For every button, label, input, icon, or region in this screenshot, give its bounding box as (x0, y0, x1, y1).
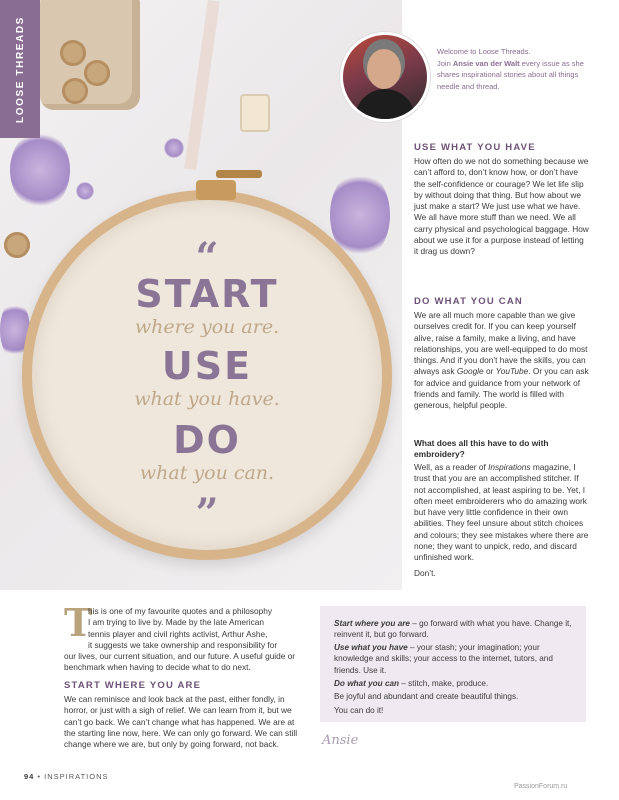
close-quote-mark: ” (195, 490, 219, 537)
quote-line-1: where you are. (134, 316, 280, 338)
section-tab (0, 0, 40, 138)
author-head (367, 49, 401, 89)
summary-use-text: – your stash; your imagination; your knowledge and skills; your access to the internet, tutors, and friends. Use it. (334, 643, 553, 675)
google-ref: Google (456, 366, 484, 377)
author-avatar (340, 32, 430, 122)
quote-word-use: USE (161, 344, 253, 388)
quote-word-start: START (135, 272, 279, 316)
author-body (355, 89, 415, 122)
summary-start (334, 618, 580, 641)
lilac-flower (164, 138, 184, 158)
wooden-button (62, 78, 88, 104)
quote-line-2: what you have. (134, 388, 280, 410)
wooden-button (4, 232, 30, 258)
embroidery-paragraph (414, 462, 590, 583)
use-heading: USE WHAT YOU HAVE (414, 142, 536, 153)
hoop-clasp (196, 180, 236, 200)
magazine-name: INSPIRATIONS (44, 772, 109, 781)
author-intro (437, 46, 597, 92)
intro-join: Join (437, 58, 453, 68)
start-paragraph: We can reminisce and look back at the past, either fondly, in horror, or just with a sigh of relief. We can learn from it, but we can’t go back. We can’t change what has happened. We are at the starting line now, here. We can only go forward. We can still change where we are, but only by going forward, not back. (64, 694, 298, 750)
intro-para-line-2: I am trying to live by. Made by the late American (88, 617, 265, 628)
wooden-button (60, 40, 86, 66)
do-heading: DO WHAT YOU CAN (414, 296, 523, 307)
emb-text-1: Well, as a reader of (414, 462, 489, 472)
hoop-quote (32, 200, 382, 550)
emb-text-2: magazine, I trust that you are an accomplished stitcher. If not accomplished, at least aspiring to be. Yet, I often meet embroiderers who do amazing work but have very little confidence in their own abilities. They feel unsure about stitch choices and colours; they see mistakes where there are none; they want to unpick, redo, and discard unfinished work. (414, 462, 589, 563)
intro-para-line-1: his is one of my favourite quotes and a philosophy (88, 606, 273, 616)
emb-dont: Don’t. (414, 567, 436, 578)
intro-para-line-4: it suggests we take ownership and responsibility for (88, 639, 278, 650)
intro-para-rest: our lives, our current situation, and our future. A useful guide or benchmark when having to decide what to do next. (64, 651, 296, 673)
do-text-1: We are all much more capable than we give ourselves credit for. If you can keep yourself alive, raise a family, make a living, and have relationships, you are well-equipped to do most things. And if you don’t have the skills, you can always ask (414, 310, 588, 377)
summary-joyful: Be joyful and abundant and create beautiful things. (334, 692, 519, 701)
lilac-flower (76, 182, 94, 200)
watermark: PassionForum.ru (514, 783, 568, 790)
use-text: How often do we not do something because we can’t afford to, don’t know how, or don’t have the self-confidence or courage? We let life slip by without doing that thing. But how about we just make a start? We just use what we have. We all have more stuff than we need. We all carry physical and psychological baggage. How about we use it for a purpose instead of letting it drag us down? (414, 156, 589, 257)
summary-start-label: Start where you are (334, 619, 410, 628)
drop-cap: T (64, 600, 93, 645)
lilac-flower (10, 130, 70, 210)
start-heading: START WHERE YOU ARE (64, 680, 202, 691)
summary-do-text: – stitch, make, produce. (399, 679, 489, 688)
page-footer (24, 772, 109, 781)
summary-closing: You can do it! (334, 706, 384, 715)
author-signature: Ansie (322, 733, 359, 748)
quote-word-do: DO (173, 418, 241, 462)
button-box (40, 0, 140, 110)
hoop-screw (216, 170, 262, 178)
open-quote-mark: “ (195, 234, 219, 281)
youtube-ref: YouTube (495, 366, 529, 377)
summary-use (334, 642, 580, 676)
intro-para-line-3: tennis player and civil rights activist, Arthur Ashe, (88, 628, 268, 639)
wooden-button (84, 60, 110, 86)
embroidery-question: What does all this have to do with embroidery? (414, 438, 549, 460)
ribbon (184, 0, 220, 170)
quote-line-3: what you can. (139, 462, 275, 484)
summary-do (334, 678, 580, 689)
intro-line-1: Welcome to Loose Threads. (437, 47, 531, 56)
footer-separator: • (34, 772, 45, 781)
summary-use-label: Use what you have (334, 643, 408, 652)
summary-do-label: Do what you can (334, 679, 400, 688)
do-or: or (483, 366, 496, 377)
thread-spool (240, 94, 270, 132)
page-number: 94 (24, 772, 35, 781)
use-paragraph (414, 156, 590, 262)
do-paragraph (414, 310, 590, 416)
magazine-ref: Inspirations (488, 462, 531, 472)
intro-paragraph (64, 600, 304, 674)
intro-rest: every issue as she shares inspirational stories about all things needle and thread. (437, 58, 584, 91)
author-name: Ansie van der Walt (452, 58, 520, 68)
section-tab-label: LOOSE THREADS (14, 15, 26, 123)
do-text-2: . Or you can ask for advice and guidance from your network of friends and family. The world is filled with generous, helpful people. (414, 366, 589, 411)
summary-start-text: – go forward with what you have. Change it, reinvent it, but go forward. (334, 619, 572, 640)
